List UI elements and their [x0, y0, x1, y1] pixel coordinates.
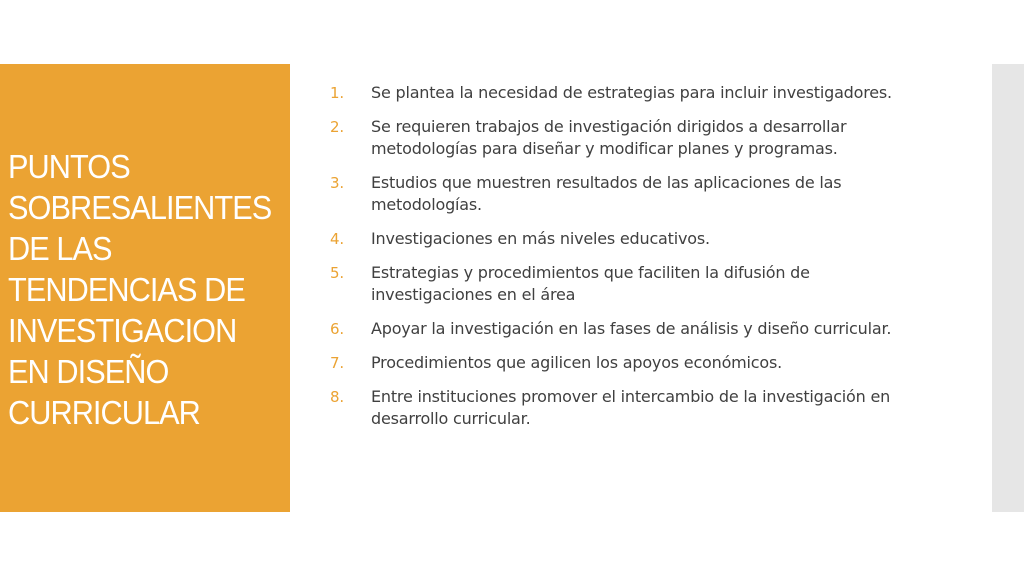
side-strip	[992, 64, 1024, 512]
list-item-text: Entre instituciones promover el intercambio de la investigación en desarrollo curricular.	[371, 387, 891, 428]
list-item-number: 5.	[330, 264, 344, 282]
list-item-number: 7.	[330, 354, 344, 372]
list-item	[330, 116, 930, 160]
list-item-text: Estudios que muestren resultados de las aplicaciones de las metodologías.	[371, 173, 842, 214]
list-item	[330, 172, 930, 216]
list-item-text: Se requieren trabajos de investigación dirigidos a desarrollar metodologías para diseñar y modificar planes y programas.	[371, 117, 847, 158]
list-item-text: Estrategias y procedimientos que faciliten la difusión de investigaciones en el área	[371, 263, 810, 304]
list-item-number: 4.	[330, 230, 344, 248]
list-item	[330, 228, 930, 250]
list-item-text: Investigaciones en más niveles educativos.	[371, 229, 710, 248]
list-item-text: Procedimientos que agilicen los apoyos económicos.	[371, 353, 783, 372]
list-item-text: Apoyar la investigación en las fases de análisis y diseño curricular.	[371, 319, 892, 338]
list-item	[330, 82, 930, 104]
list-item-number: 1.	[330, 84, 344, 102]
list-item	[330, 318, 930, 340]
list-item-number: 3.	[330, 174, 344, 192]
list-item	[330, 262, 930, 306]
list-item-number: 2.	[330, 118, 344, 136]
list-item-number: 8.	[330, 388, 344, 406]
list-item	[330, 386, 930, 430]
points-list	[330, 82, 930, 442]
slide-title: PUNTOS SOBRESALIENTES DE LAS TENDENCIAS DE INVESTIGACION EN DISEÑO CURRICULAR	[8, 148, 272, 431]
list-item	[330, 352, 930, 374]
list-item-number: 6.	[330, 320, 344, 338]
list-item-text: Se plantea la necesidad de estrategias para incluir investigadores.	[371, 83, 892, 102]
